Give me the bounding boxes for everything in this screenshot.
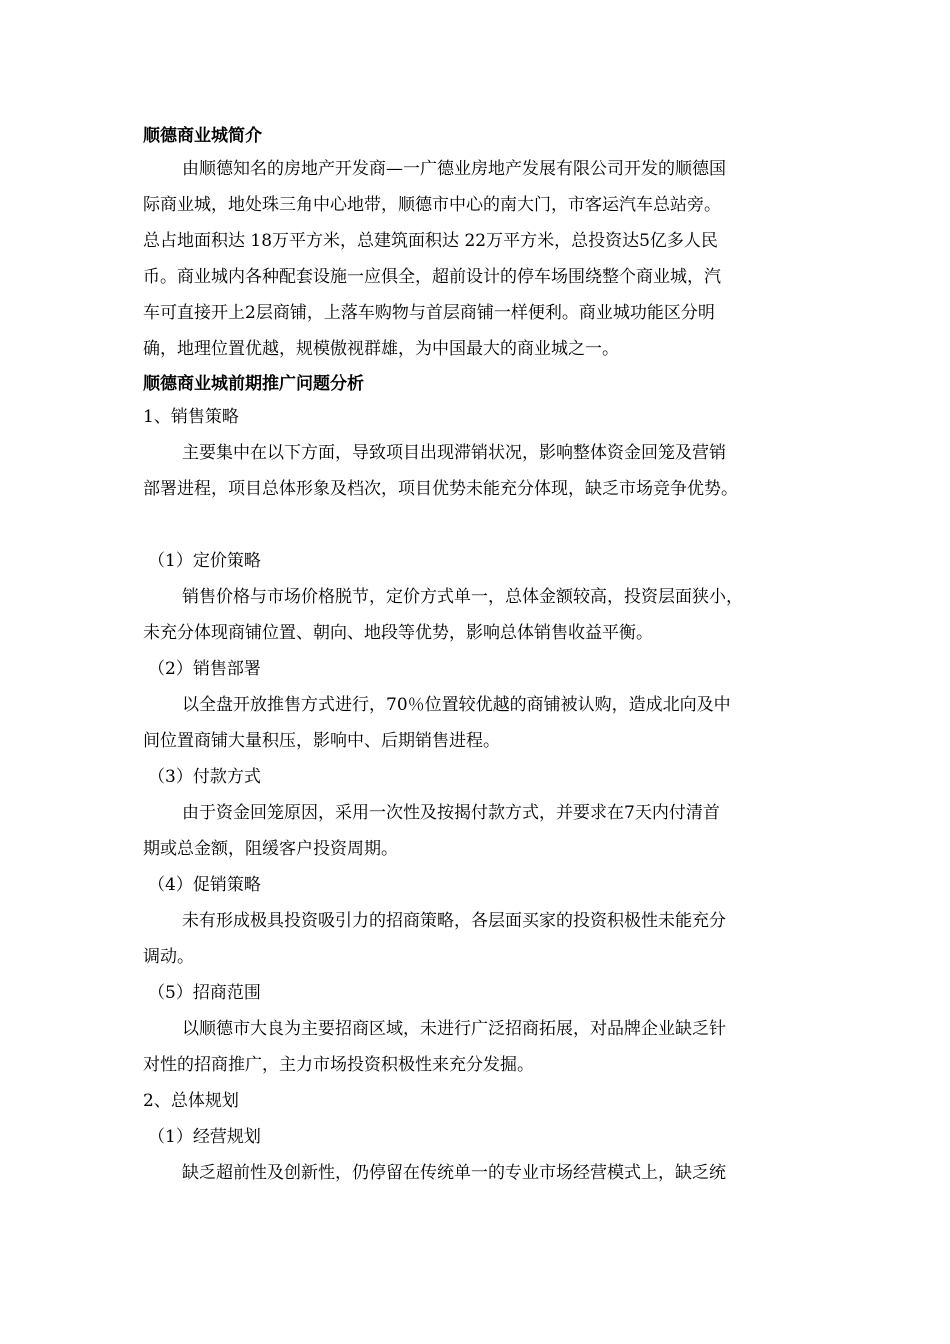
paragraph-line: 销售价格与市场价格脱节，定价方式单一，总体金额较高，投资层面狭小， <box>182 587 743 607</box>
paragraph-line: 主要集中在以下方面，导致项目出现滞销状况，影响整体资金回笼及营销 <box>182 443 726 463</box>
paragraph-line: 缺乏超前性及创新性，仍停留在传统单一的专业市场经营模式上，缺乏统 <box>182 1163 726 1183</box>
paragraph-line: 间位置商铺大量积压，影响中、后期销售进程。 <box>143 731 500 751</box>
paragraph-line: 总占地面积达 18万平方米，总建筑面积达 22万平方米，总投资达5亿多人民 <box>143 231 718 251</box>
section-heading-intro: 顺德商业城简介 <box>143 126 262 146</box>
subheading-investment-scope: （5）招商范围 <box>148 983 261 1003</box>
subheading-promotion-strategy: （4）促销策略 <box>148 875 261 895</box>
paragraph-line: 由于资金回笼原因，采用一次性及按揭付款方式，并要求在7天内付清首 <box>182 803 720 823</box>
paragraph-gap <box>143 510 815 546</box>
paragraph-line: 确，地理位置优越，规模傲视群雄，为中国最大的商业城之一。 <box>143 339 619 359</box>
paragraph-line: 币。商业城内各种配套设施一应俱全，超前设计的停车场围绕整个商业城，汽 <box>143 267 721 287</box>
paragraph-line: 以全盘开放推售方式进行，70％位置较优越的商铺被认购，造成北向及中 <box>182 695 731 715</box>
subheading-sales-deployment: （2）销售部署 <box>148 659 261 679</box>
section-heading-analysis: 顺德商业城前期推广问题分析 <box>143 374 364 394</box>
subheading-business-planning: （1）经营规划 <box>148 1127 261 1147</box>
item-heading-overall-planning: 2、总体规划 <box>143 1091 239 1111</box>
paragraph-line: 由顺德知名的房地产开发商—一广德业房地产发展有限公司开发的顺德国 <box>182 159 726 179</box>
paragraph-line: 期或总金额，阻缓客户投资周期。 <box>143 839 398 859</box>
subheading-pricing-strategy: （1）定价策略 <box>148 551 261 571</box>
item-heading-sales-strategy: 1、销售策略 <box>143 407 239 427</box>
paragraph-line: 部署进程，项目总体形象及档次，项目优势未能充分体现，缺乏市场竞争优势。 <box>143 479 738 499</box>
paragraph-line: 车可直接开上2层商铺，上落车购物与首层商铺一样便利。商业城功能区分明 <box>143 303 715 323</box>
paragraph-line: 以顺德市大良为主要招商区域，未进行广泛招商拓展，对品牌企业缺乏针 <box>182 1019 726 1039</box>
paragraph-line: 际商业城，地处珠三角中心地带，顺德市中心的南大门，市客运汽车总站旁。 <box>143 195 721 215</box>
document-body <box>143 122 815 1194</box>
paragraph-line: 未充分体现商铺位置、朝向、地段等优势，影响总体销售收益平衡。 <box>143 623 653 643</box>
paragraph-line: 未有形成极具投资吸引力的招商策略，各层面买家的投资积极性未能充分 <box>182 911 726 931</box>
paragraph-line: 调动。 <box>143 947 194 967</box>
paragraph-line: 对性的招商推广，主力市场投资积极性来充分发掘。 <box>143 1055 534 1075</box>
subheading-payment-method: （3）付款方式 <box>148 767 261 787</box>
